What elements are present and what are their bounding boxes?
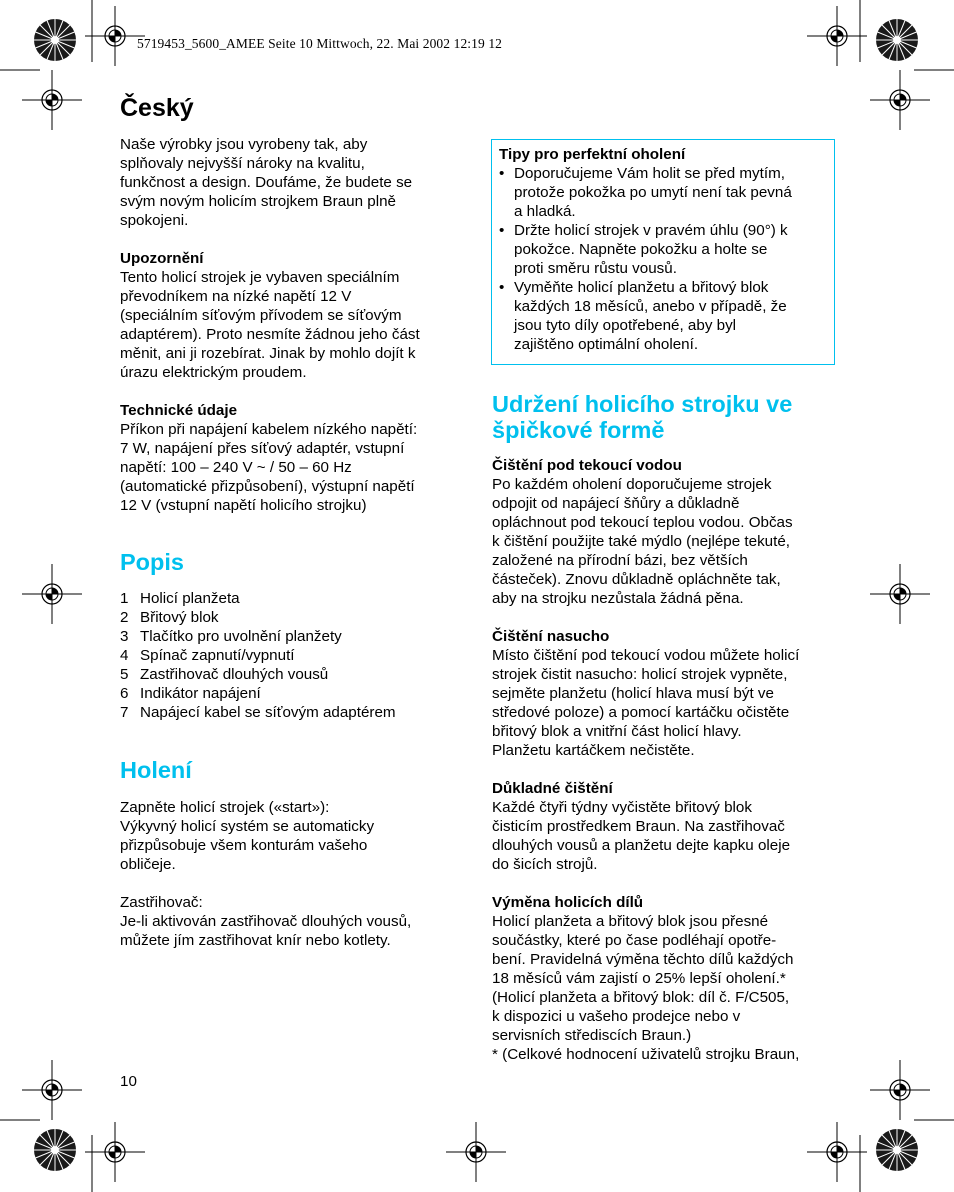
text-line: k čištění použijte také mýdlo (nejlépe tekuté, (492, 533, 791, 550)
thorough-clean-section (492, 779, 842, 874)
text-line: břitový blok a vnitřní část holicí hlavy. (492, 723, 742, 740)
warning-section (120, 249, 465, 382)
text-line: přizpůsobuje všem konturám vašeho (120, 837, 368, 854)
text-line: protože pokožka po umytí není tak pevná (514, 184, 792, 201)
section-title: Čištění nasucho (492, 628, 610, 645)
item-label: Břitový blok (140, 609, 219, 626)
list-item (120, 684, 465, 703)
text-line: Příkon při napájení kabelem nízkého napětí: (120, 421, 418, 438)
text-line: (Holicí planžeta a břitový blok: díl č. F/C505, (492, 989, 790, 1006)
text-line: Tento holicí strojek je vybaven speciálním (120, 269, 400, 286)
item-number: 4 (120, 647, 129, 664)
text-line: Doporučujeme Vám holit se před mytím, (514, 165, 785, 182)
item-label: Napájecí kabel se síťovým adaptérem (140, 704, 396, 721)
heading-line: špičkové formě (492, 417, 665, 443)
list-item (499, 221, 827, 278)
tips-box (491, 139, 835, 365)
text-line: čisticím prostředkem Braun. Na zastřihovač (492, 818, 785, 835)
text-line: (speciálním síťovým přívodem se síťovým (120, 307, 402, 324)
shaving-section (120, 757, 465, 950)
text-line: každých 18 měsíců, anebo v případě, že (514, 298, 787, 315)
text-line: převodníkem na nízké napětí 12 V (120, 288, 352, 305)
bullet: • (499, 279, 505, 296)
list-item (120, 608, 465, 627)
text-line: dlouhých vousů a planžetu dejte kapku oleje (492, 837, 791, 854)
text-line: splňovaly nejvyšší nároky na kvalitu, (120, 155, 365, 172)
text-line: jsou tyto díly opotřebené, aby byl (514, 317, 737, 334)
text-line: a hladká. (514, 203, 576, 220)
text-line: adaptérem). Proto nesmíte žádnou jeho část (120, 326, 420, 343)
item-label: Zastřihovač dlouhých vousů (140, 666, 329, 683)
item-number: 2 (120, 609, 129, 626)
text-line: Zapněte holicí strojek («start»): (120, 799, 330, 816)
text-line: Je-li aktivován zastřihovač dlouhých vousů, (120, 913, 412, 930)
parts-list (120, 589, 465, 722)
text-line: Držte holicí strojek v pravém úhlu (90°) k (514, 222, 788, 239)
replacement-section (492, 893, 842, 1064)
tips-title: Tipy pro perfektní oholení (499, 146, 686, 163)
text-line: Každé čtyři týdny vyčistěte břitový blok (492, 799, 752, 816)
list-item (120, 646, 465, 665)
text-line: napětí: 100 – 240 V ~ / 50 – 60 Hz (120, 459, 352, 476)
text-line: středové poloze) a pomocí kartáčku očistěte (492, 704, 790, 721)
text-line: aby na strojku nezůstala žádná pěna. (492, 590, 744, 607)
item-label: Indikátor napájení (140, 685, 261, 702)
text-line: opláchnout pod tekoucí teplou vodou. Občas (492, 514, 793, 531)
left-column (120, 135, 465, 515)
item-number: 6 (120, 685, 129, 702)
text-line: 12 V (vstupní napětí holicího strojku) (120, 497, 367, 514)
list-item (120, 703, 465, 722)
text-line: 18 měsíců vám zajistí o 25% lepší oholení.* (492, 970, 786, 987)
list-item (120, 665, 465, 684)
page-number: 10 (120, 1073, 137, 1090)
text-line: servisních střediscích Braun.) (492, 1027, 692, 1044)
text-line: Místo čištění pod tekoucí vodou můžete holicí (492, 647, 800, 664)
list-item (120, 627, 465, 646)
maintenance-section (492, 391, 842, 1064)
language-title: Český (120, 94, 194, 122)
description-heading: Popis (120, 549, 184, 575)
text-line: bení. Pravidelná výměna těchto dílů každých (492, 951, 794, 968)
text-line: proti směru růstu vousů. (514, 260, 677, 277)
text-line: k dispozici u vašeho prodejce nebo v (492, 1008, 741, 1025)
text-line: založené na přírodní bázi, bez větších (492, 552, 748, 569)
bullet: • (499, 165, 505, 182)
shaving-heading: Holení (120, 757, 192, 783)
text-line: Zastřihovač: (120, 894, 203, 911)
list-item (120, 589, 465, 608)
list-item (499, 164, 827, 221)
text-line: funkčnost a design. Doufáme, že budete se (120, 174, 413, 191)
description-section (120, 549, 465, 722)
text-line: do šicích strojů. (492, 856, 598, 873)
text-line: Planžetu kartáčkem nečistěte. (492, 742, 695, 759)
item-label: Holicí planžeta (140, 590, 240, 607)
text-line: zajištěno optimální oholení. (514, 336, 699, 353)
text-line: (automatické přizpůsobení), výstupní napětí (120, 478, 415, 495)
item-label: Spínač zapnutí/vypnutí (140, 647, 295, 664)
text-line: Po každém oholení doporučujeme strojek (492, 476, 772, 493)
tips-list (499, 164, 827, 354)
text-line: 7 W, napájení přes síťový adaptér, vstupní (120, 440, 405, 457)
text-line: obličeje. (120, 856, 176, 873)
text-line: svým novým holicím strojkem Braun plně (120, 193, 396, 210)
section-title: Výměna holicích dílů (492, 894, 644, 911)
text-line: sejměte planžetu (holicí hlava musí být ve (492, 685, 774, 702)
text-line: odpojit od napájecí šňůry a důkladně (492, 495, 740, 512)
rinse-section (492, 456, 842, 608)
text-line: pokožce. Napněte pokožku a holte se (514, 241, 768, 258)
text-line: strojek čistit nasucho: holicí strojek vypněte, (492, 666, 788, 683)
text-line: měnit, ani ji rozebírat. Jinak by mohlo dojít k (120, 345, 416, 362)
warning-title: Upozornění (120, 250, 204, 267)
text-line: úrazu elektrickým proudem. (120, 364, 307, 381)
heading-line: Udržení holicího strojku ve (492, 391, 793, 417)
item-label: Tlačítko pro uvolnění planžety (140, 628, 342, 645)
item-number: 1 (120, 590, 129, 607)
bullet: • (499, 222, 505, 239)
section-title: Důkladné čištění (492, 780, 613, 797)
text-line: spokojeni. (120, 212, 189, 229)
specs-title: Technické údaje (120, 402, 238, 419)
text-line: můžete jím zastřihovat knír nebo kotlety. (120, 932, 391, 949)
item-number: 5 (120, 666, 129, 683)
text-line: Naše výrobky jsou vyrobeny tak, aby (120, 136, 368, 153)
specs-section (120, 401, 465, 515)
text-line: částeček). Znovu důkladně opláchněte tak, (492, 571, 781, 588)
text-line: Holicí planžeta a břitový blok jsou přesné (492, 913, 769, 930)
print-header: 5719453_5600_AMEE Seite 10 Mittwoch, 22. Mai 2002 12:19 12 (137, 36, 503, 51)
list-item (499, 278, 827, 354)
maintenance-heading (492, 391, 842, 443)
text-line: součástky, které po čase podléhají opotře- (492, 932, 777, 949)
text-line: Vyměňte holicí planžetu a břitový blok (514, 279, 769, 296)
text-line: Výkyvný holicí systém se automaticky (120, 818, 375, 835)
text-line: * (Celkové hodnocení uživatelů strojku Braun, (492, 1046, 800, 1063)
section-title: Čištění pod tekoucí vodou (492, 457, 682, 474)
item-number: 7 (120, 704, 129, 721)
dry-clean-section (492, 627, 842, 760)
intro-paragraph (120, 135, 465, 230)
item-number: 3 (120, 628, 129, 645)
